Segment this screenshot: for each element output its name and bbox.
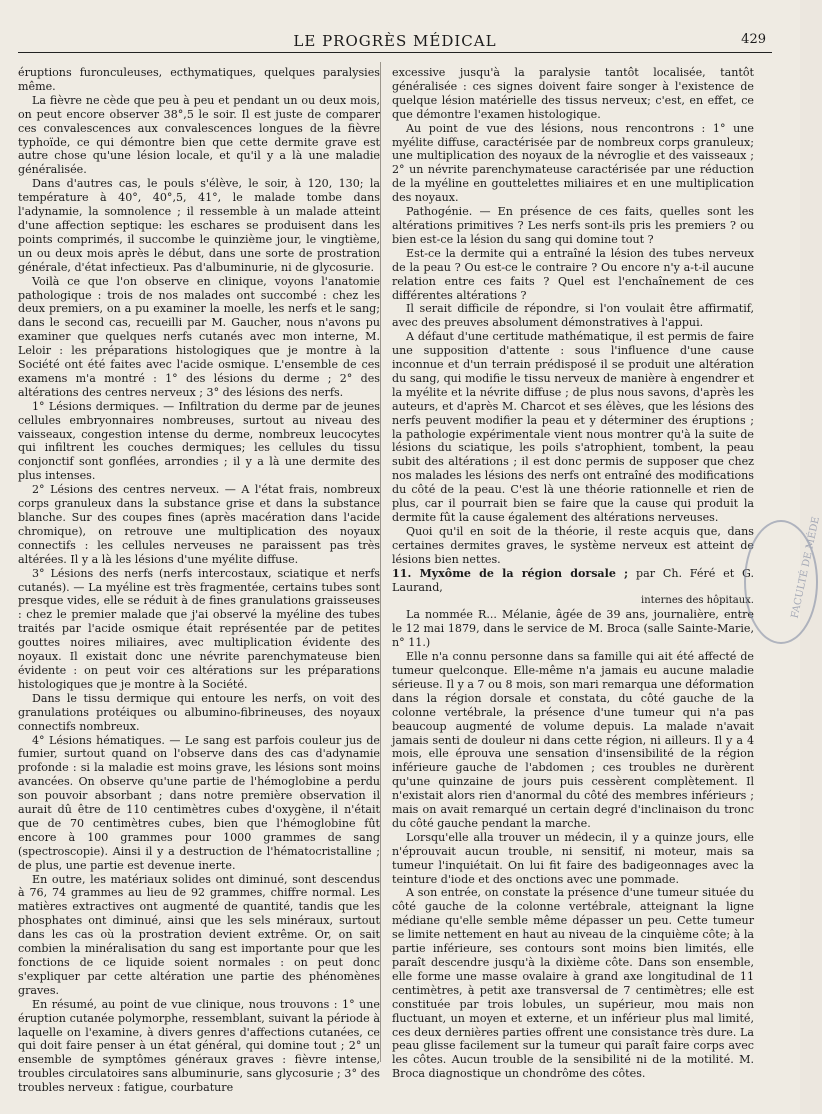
paragraph: Quoi qu'il en soit de la théorie, il reste acquis que, dans certaines dermites graves, le système nerveux est atteint de lésions bien nettes. — [392, 524, 754, 566]
paragraph: A son entrée, on constate la présence d'une tumeur située du côté gauche de la colonne vertébrale, atteignant la ligne médiane qu'elle semble même dépasser un peu. Cette tumeur se limite nettement en haut au niveau de la cinquième côte; à la partie inférieure, ses contours sont moins bien limités, elle paraît descendre jusqu'à la dixième côte. Dans son ensemble, elle forme une masse ovalaire à grand axe longitudinal de 11 centimètres, à petit axe transversal de 7 centimètres; elle est constituée par trois lobules, un supérieur, mou mais non fluctuant, un moyen et externe, et un inférieur plus mal limité, ces deux dernières parties offrent une consistance très dure. La peau glisse facilement sur la tumeur qui paraît faire corps avec les côtes. Aucun trouble de la sensibilité ni de la motilité. M. Broca diagnostique un chondrôme des côtes. — [392, 886, 754, 1081]
paragraph: Il serait difficile de répondre, si l'on voulait être affirmatif, avec des preuves absolument démonstratives à l'appui. — [392, 302, 754, 330]
paragraph: Est-ce la dermite qui a entraîné la lésion des tubes nerveux de la peau ? Ou est-ce le contraire ? Ou encore n'y a-t-il aucune relation entre ces faits ? Quel est l'enchaînement de ces différentes altérations ? — [392, 246, 754, 302]
paragraph: Elle n'a connu personne dans sa famille qui ait été affecté de tumeur quelconque. Elle-même n'a jamais eu aucune maladie sérieuse. Il y a 7 ou 8 mois, son mari remarqua une déformation dans la région dorsale et constata, du côté gauche de la colonne vertébrale, la présence d'une tumeur qui n'a pas beaucoup augmenté de volume depuis. La malade n'avait jamais senti de douleur ni dans cette région, ni ailleurs. Il y a 4 mois, elle éprouva une sensation d'insensibilité de la région inférieure gauche de l'abdomen ; ces troubles ne durèrent qu'une quinzaine de jours puis cessèrent complètement. Il n'existait alors rien d'anormal du côté des membres inférieurs ; mais on avait remarqué un certain degré d'inclinaison du tronc du côté gauche pendant la marche. — [392, 650, 754, 830]
library-stamp — [744, 515, 822, 644]
section-heading — [392, 567, 754, 595]
page-number: 429 — [741, 32, 766, 47]
running-header — [18, 30, 772, 53]
journal-title: LE PROGRÈS MÉDICAL — [293, 32, 497, 50]
paragraph: Au point de vue des lésions, nous rencontrons : 1° une myélite diffuse, caractérisée par de nombreux corps granuleux; une multiplication des noyaux de la névroglie et des vaisseaux ; 2° un névrite parenchymateuse caractérisée par une réduction de la myéline en gouttelettes miliaires et en une multiplication des noyaux. — [392, 121, 754, 205]
paragraph: 4° Lésions hématiques. — Le sang est parfois couleur jus de fumier, surtout quand on l'observe dans des cas d'adynamie profonde : si la maladie est moins grave, les lésions sont moins avancées. On observe qu'une partie de l'hémoglobine a perdu son pouvoir absorbant ; dans notre première observation il aurait dû être de 110 centimètres cubes d'oxygène, il n'était que de 70 centimètres cubes, bien que l'hémoglobine fût encore à 100 grammes pour 1000 grammes de sang (spectroscopie). Ainsi il y a destruction de l'hématocristalline ; de plus, une partie est devenue inerte. — [18, 733, 380, 872]
paragraph: Voilà ce que l'on observe en clinique, voyons l'anatomie pathologique : trois de nos malades ont succombé : chez les deux premiers, on a pu examiner la moelle, les nerfs et le sang; dans le second cas, recueilli par M. Gaucher, nous n'avons pu examiner que quelques nerfs cutanés avec mon interne, M. Leloir : les préparations histologiques que je montre à la Société ont été faites avec l'acide osmique. L'ensemble de ces examens m'a montré : 1° des lésions du derme ; 2° des altérations des centres nerveux ; 3° des lésions des nerfs. — [18, 274, 380, 399]
paragraph: Dans le tissu dermique qui entoure les nerfs, on voit des granulations protéiques ou albumino-fibrineuses, des noyaux connectifs nombreux. — [18, 691, 380, 733]
paragraph: 3° Lésions des nerfs (nerfs intercostaux, sciatique et nerfs cutanés). — La myéline est très fragmentée, certains tubes sont presque vides, elle se réduit à de fines granulations graisseuses : chez le premier malade que j'ai observé la myéline des tubes traités par l'acide osmique était représentée par de petites gouttes noires miliaires, avec multiplication évidente des noyaux. Il existait donc une névrite parenchymateuse bien évidente : on peut voir ces altérations sur les préparations histologiques que je montre à la Société. — [18, 566, 380, 691]
paragraph: En résumé, au point de vue clinique, nous trouvons : 1° une éruption cutanée polymorphe, ressemblant, suivant la période à laquelle on l'examine, à divers genres d'affections cutanées, ce qui doit faire penser à un état général, qui domine tout ; 2° un ensemble de symptômes généraux graves : fièvre intense, troubles circulatoires sans albuminurie, sans glycosurie ; 3° des troubles nerveux : fatigue, courbature — [18, 997, 380, 1095]
right-column — [392, 66, 754, 1081]
column-divider — [380, 62, 381, 1062]
paragraph: En outre, les matériaux solides ont diminué, sont descendus à 76, 74 grammes au lieu de 92 grammes, chiffre normal. Les matières extractives ont augmenté de quantité, tandis que les phosphates ont diminué, ainsi que les sels minéraux, surtout dans les cas où la prostration devient extrême. Or, on sait combien la minéralisation du sang est importante pour que les fonctions de ce liquide soient normales : on peut donc s'expliquer par cette altération une partie des phénomènes graves. — [18, 872, 380, 997]
paragraph: éruptions furonculeuses, ecthymatiques, quelques paralysies même. — [18, 66, 380, 93]
paragraph: Dans d'autres cas, le pouls s'élève, le soir, à 120, 130; la température à 40°, 40°,5, 41°, le malade tombe dans l'adynamie, la somnolence ; il ressemble à un malade atteint d'une affection septique: les eschares se produisent dans les points comprimés, il succombe le quinzième jour, le vingtième, un ou deux mois après le début, dans une sorte de prostration générale, d'état infectieux. Pas d'albuminurie, ni de glycosurie. — [18, 177, 380, 274]
section-affiliation: internes des hôpitaux. — [641, 595, 754, 607]
left-column — [18, 66, 380, 1095]
paragraph: La nommée R... Mélanie, âgée de 39 ans, journalière, entre le 12 mai 1879, dans le service de M. Broca (salle Sainte-Marie, n° 11.) — [392, 608, 754, 650]
paragraph: Pathogénie. — En présence de ces faits, quelles sont les altérations primitives ? Les nerfs sont-ils pris les premiers ? ou bien est-ce la lésion du sang qui domine tout ? — [392, 205, 754, 246]
paragraph: excessive jusqu'à la paralysie tantôt localisée, tantôt généralisée : ces signes doivent faire songer à l'existence de quelque lésion matérielle des tissus nerveux; c'est, en effet, ce que démontre l'examen histologique. — [392, 66, 754, 121]
paragraph: 2° Lésions des centres nerveux. — A l'état frais, nombreux corps granuleux dans la substance grise et dans la substance blanche. Sur des coupes fines (après macération dans l'acide chromique), on retrouve une multiplication des noyaux connectifs : les cellules nerveuses ne paraissent pas très altérées. Il y a là les lésions d'une myélite diffuse. — [18, 483, 380, 566]
stamp-text: FACULTÉ DE MÉDE — [789, 515, 822, 620]
paragraph: Lorsqu'elle alla trouver un médecin, il y a quinze jours, elle n'éprouvait aucun trouble, ni sensitif, ni moteur, mais sa tumeur l'inquiétait. On lui fit faire des badigeonnages avec la teinture d'iode et des onctions avec une pommade. — [392, 830, 754, 886]
paragraph: A défaut d'une certitude mathématique, il est permis de faire une supposition d'attente : sous l'influence d'une cause inconnue et d'un terrain prédisposé il se produit une altération du sang, qui modifie le tissu nerveux de manière à engendrer et la myélite et la névrite diffuse ; de plus nous savons, d'après les auteurs, et d'après M. Charcot et ses élèves, que les lésions des nerfs peuvent modifier la peau et y déterminer des éruptions ; la pathologie expérimentale vient nous montrer qu'à la suite de lésions du sciatique, les poils s'atrophient, tombent, la peau subit des altérations ; il est donc permis de supposer que chez nos malades les lésions des nerfs ont entraîné des modifications du côté de la peau. C'est là une théorie rationnelle et rien de plus, car il pourrait bien se faire que la cause qui produit la dermite fût la cause également des altérations nerveuses. — [392, 330, 754, 524]
section-authors: par Ch. Féré et G. Laurand, — [392, 566, 754, 594]
paragraph: La fièvre ne cède que peu à peu et pendant un ou deux mois, on peut encore observer 38°,5 le soir. Il est juste de comparer ces convalescences aux convalescences longues de la fièvre typhoïde, ce qui démontre bien que cette dermite grave est autre chose qu'une lésion locale, et qu'il y a là une maladie généralisée. — [18, 93, 380, 177]
section-title: 11. Myxôme de la région dorsale ; — [392, 566, 629, 580]
paragraph: 1° Lésions dermiques. — Infiltration du derme par de jeunes cellules embryonnaires nombreuses, surtout au niveau des vaisseaux, congestion intense du derme, nombreux leucocytes qui infiltrent les couches dermiques; les cellules du tissu conjonctif sont gonflées, arrondies ; il y a là une dermite des plus intenses. — [18, 399, 380, 483]
